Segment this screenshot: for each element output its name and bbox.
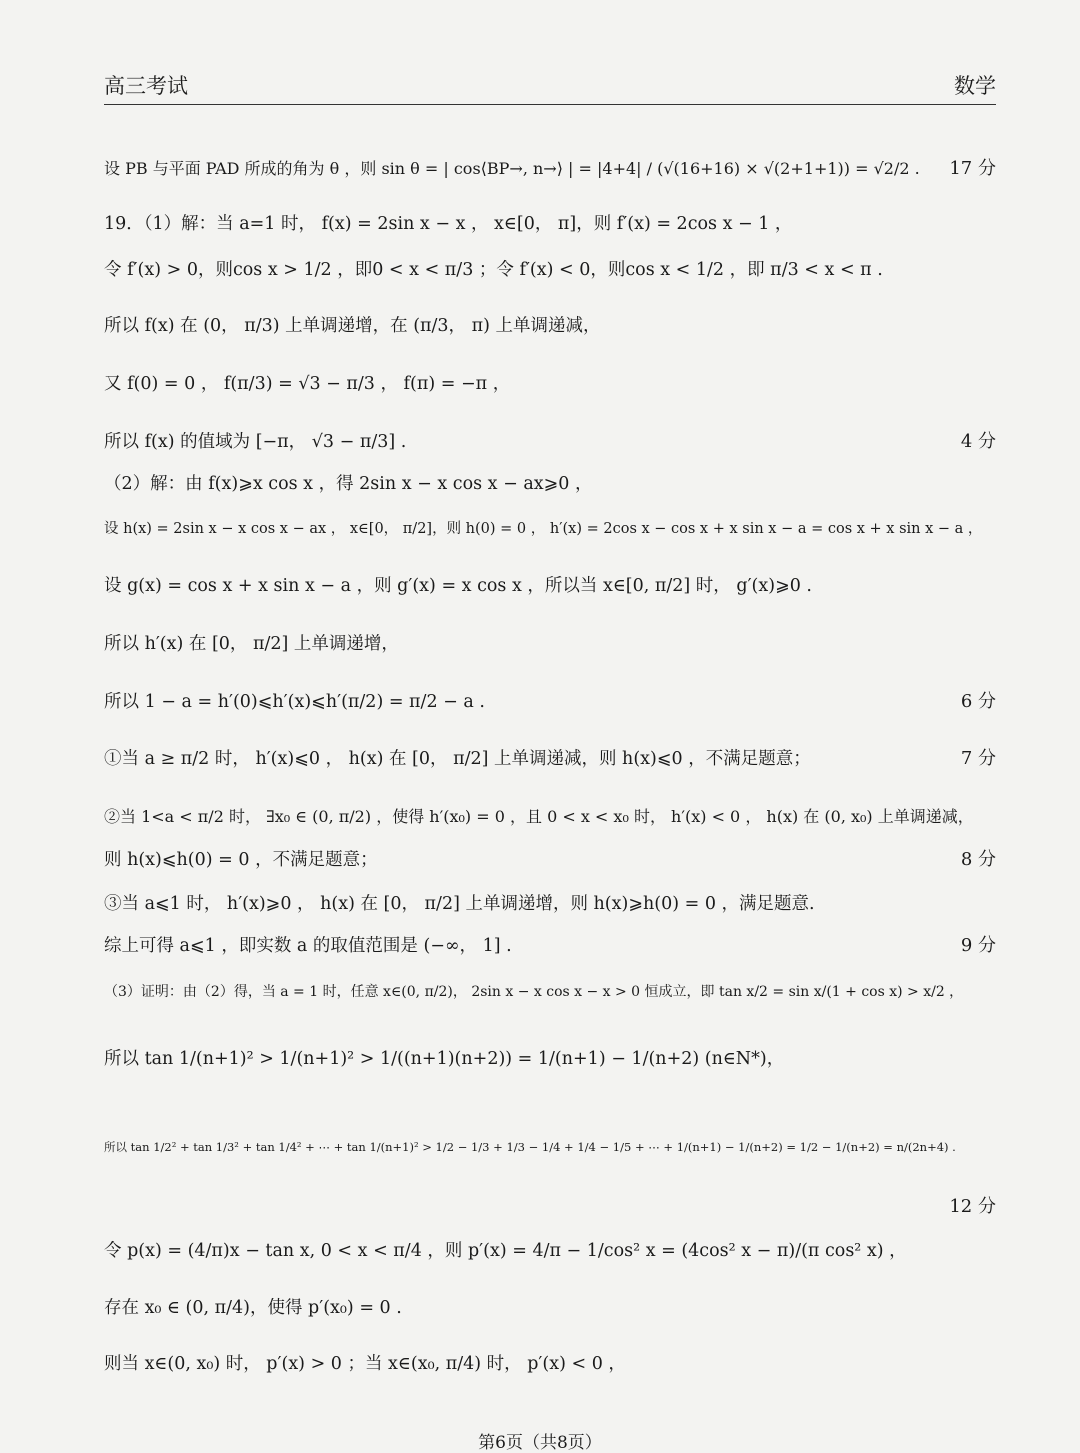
solution-text: ③当 a⩽1 时， h′(x)⩾0 ， h(x) 在 [0， π/2] 上单调递增，则 h(x)⩾h(0) = 0 ，满足题意.	[104, 894, 815, 914]
solution-line	[104, 932, 996, 960]
solution-text: 设 g(x) = cos x + x sin x − a ，则 g′(x) = x cos x ，所以当 x∈[0, π/2] 时， g′(x)⩾0 .	[104, 576, 812, 596]
solution-line	[104, 978, 996, 1006]
solution-line	[104, 1193, 996, 1221]
solution-line	[104, 745, 996, 773]
solution-line	[104, 370, 996, 398]
score-mark: 8 分	[960, 849, 996, 870]
solution-text: 则当 x∈(0, x₀) 时， p′(x) > 0 ；当 x∈(x₀, π/4) 时， p′(x) < 0 ，	[104, 1354, 626, 1374]
solution-text: ②当 1<a < π/2 时， ∃x₀ ∈ (0, π/2) ，使得 h′(x₀) = 0 ，且 0 < x < x₀ 时， h′(x) < 0 ， h(x) 在 (0, x₀) 上单调递减，	[104, 807, 974, 826]
solution-line	[104, 312, 996, 340]
solution-line	[104, 155, 996, 183]
solution-line	[104, 1237, 996, 1265]
page-number: 第6页（共8页）	[478, 1433, 602, 1453]
score-mark: 7 分	[960, 748, 996, 769]
solution-text: 存在 x₀ ∈ (0, π/4)，使得 p′(x₀) = 0 .	[104, 1298, 402, 1318]
solution-text: 19．（1）解：当 a=1 时， f(x) = 2sin x − x ， x∈[0， π]，则 f′(x) = 2cos x − 1 ，	[104, 214, 793, 234]
solution-line	[104, 470, 996, 498]
solution-text: ①当 a ≥ π/2 时， h′(x)⩽0 ， h(x) 在 [0， π/2] 上单调递减，则 h(x)⩽0 ，不满足题意；	[104, 749, 811, 769]
solution-line	[104, 1294, 996, 1322]
score-mark: 6 分	[960, 691, 996, 712]
header-exam-title: 高三考试	[104, 74, 188, 98]
solution-line	[104, 572, 996, 600]
solution-text: 所以 tan 1/2² + tan 1/3² + tan 1/4² + ⋯ + tan 1/(n+1)² > 1/2 − 1/3 + 1/3 − 1/4 + 1/4 − 1/5 + ⋯ + 1/(n+1) − 1/(n+2) = 1/2 − 1/(n+2) = n/(2n+4) .	[104, 1140, 956, 1154]
solution-text: 设 PB 与平面 PAD 所成的角为 θ ，则 sin θ = | cos⟨BP→, n→⟩ | = |4+4| / (√(16+16) × √(2+1+1)) = √2/2 .	[104, 159, 920, 178]
solution-text: 所以 tan 1/(n+1)² > 1/(n+1)² > 1/((n+1)(n+2)) = 1/(n+1) − 1/(n+2) (n∈N*)，	[104, 1049, 785, 1069]
solution-line	[104, 428, 996, 456]
solution-text: 所以 1 − a = h′(0)⩽h′(x)⩽h′(π/2) = π/2 − a .	[104, 692, 485, 712]
score-mark: 12 分	[949, 1196, 996, 1217]
solution-text: 所以 h′(x) 在 [0， π/2] 上单调递增，	[104, 634, 399, 654]
solution-line	[104, 688, 996, 716]
solution-line	[104, 1045, 996, 1073]
solution-line	[104, 210, 996, 238]
solution-line	[104, 1133, 996, 1161]
solution-line	[104, 515, 996, 543]
solution-text: （3）证明：由（2）得，当 a = 1 时，任意 x∈(0, π/2)， 2sin x − x cos x − x > 0 恒成立，即 tan x/2 = sin x/(1 + cos x) > x/2 ，	[104, 984, 964, 1000]
header-subject: 数学	[954, 74, 996, 98]
solution-text: 则 h(x)⩽h(0) = 0 ，不满足题意；	[104, 850, 378, 870]
solution-text: 令 f′(x) > 0，则cos x > 1/2 ，即0 < x < π/3 ；令 f′(x) < 0，则cos x < 1/2 ，即 π/3 < x < π .	[104, 260, 883, 280]
solution-text: 所以 f(x) 在 (0， π/3) 上单调递增，在 (π/3， π) 上单调递减，	[104, 316, 601, 336]
solution-line	[104, 890, 996, 918]
solution-line	[104, 630, 996, 658]
solution-text: 令 p(x) = (4/π)x − tan x, 0 < x < π/4 ，则 p′(x) = 4/π − 1/cos² x = (4cos² x − π)/(π cos² x) ，	[104, 1241, 907, 1261]
solution-text: 设 h(x) = 2sin x − x cos x − ax ， x∈[0， π/2]，则 h(0) = 0 ， h′(x) = 2cos x − cos x + x sin x − a = cos x + x sin x − a ，	[104, 521, 982, 537]
solution-line	[104, 1350, 996, 1378]
score-mark: 9 分	[960, 935, 996, 956]
solution-line	[104, 803, 996, 831]
solution-text: 综上可得 a⩽1 ，即实数 a 的取值范围是 (−∞， 1] .	[104, 936, 512, 956]
score-mark: 17 分	[949, 158, 996, 179]
solution-line	[104, 256, 996, 284]
solution-line	[104, 846, 996, 874]
solution-text: 又 f(0) = 0 ， f(π/3) = √3 − π/3 ， f(π) = −π ，	[104, 374, 511, 394]
score-mark: 4 分	[960, 431, 996, 452]
page-header	[104, 64, 996, 105]
solution-text: 所以 f(x) 的值域为 [−π， √3 − π/3] .	[104, 432, 407, 452]
solution-text: （2）解：由 f(x)⩾x cos x ，得 2sin x − x cos x − ax⩾0 ，	[104, 474, 593, 494]
